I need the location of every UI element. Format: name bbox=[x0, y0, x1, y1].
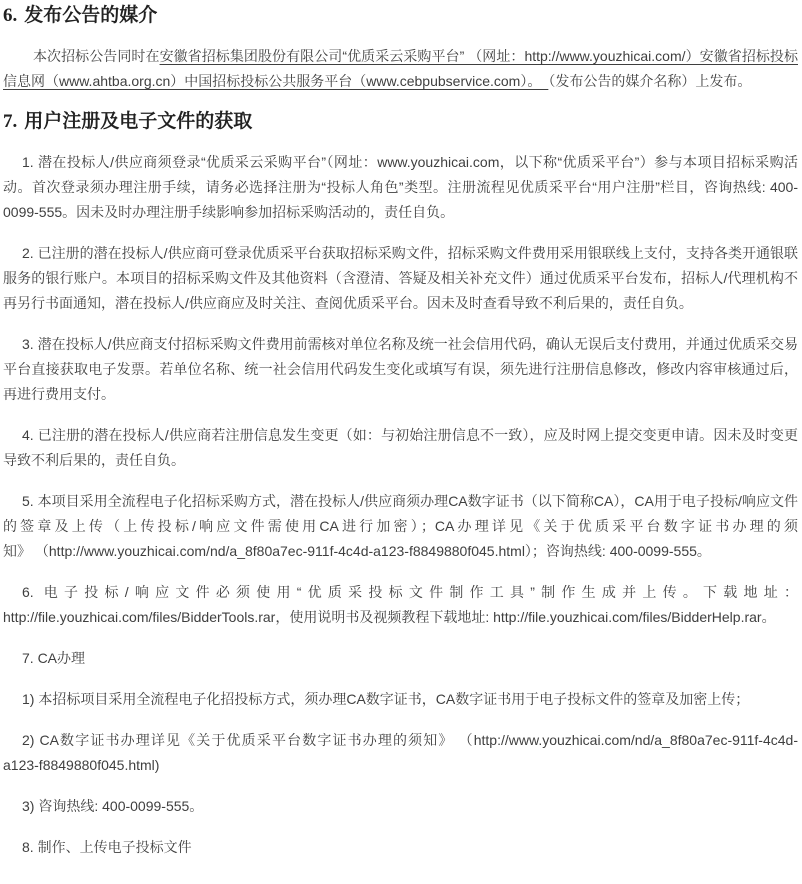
registration-paragraph-4: 4. 已注册的潜在投标人/供应商若注册信息发生变更（如：与初始注册信息不一致），应及时网上提交变更申请。因未及时变更导致不利后果的，责任自负。 bbox=[3, 427, 798, 468]
registration-paragraph-3: 3. 潜在投标人/供应商支付招标采购文件费用前需核对单位名称及统一社会信用代码，确认无误后支付费用，并通过优质采交易平台直接获取电子发票。若单位名称、统一社会信用代码发生变化或填写有误，须先进行注册信息修改，修改内容审核通过后，再进行费用支付。 bbox=[3, 336, 798, 402]
section-7-title: 用户注册及电子文件的获取 bbox=[24, 111, 253, 132]
media-outro-text: （发布公告的媒介名称）上发布。 bbox=[548, 73, 752, 89]
ca-item-2: 2) CA数字证书办理详见《关于优质采平台数字证书办理的须知》 （http://www.youzhicai.com/nd/a_8f80a7ec-911f-4c4d-a123-f8849880f045.html) bbox=[3, 732, 798, 773]
section-7-number: 7. bbox=[3, 111, 18, 132]
registration-paragraph-5: 5. 本项目采用全流程电子化招标采购方式，潜在投标人/供应商须办理CA数字证书（以下简称CA），CA用于电子投标/响应文件的签章及上传（上传投标/响应文件需使用CA进行加密）；CA办理详见《关于优质采平台数字证书办理的须知》 （http://www.youzhicai.com/nd/a_8f80a7ec-911f-4c4d-a123-f8849880f045.html）；咨询热线: 400-0099-555。 bbox=[3, 493, 798, 559]
section-8-line: 8. 制作、上传电子投标文件 bbox=[22, 839, 192, 855]
section-6-paragraph bbox=[3, 44, 798, 94]
section-6-heading bbox=[3, 4, 798, 28]
registration-paragraph-6: 6. 电子投标/响应文件必须使用“优质采投标文件制作工具”制作生成并上传。下载地址：http://file.youzhicai.com/files/BidderTools.rar，使用说明书及视频教程下载地址: http://file.youzhicai.com/files/BidderHelp.rar。 bbox=[3, 584, 798, 625]
ca-item-1: 1) 本招标项目采用全流程电子化招投标方式，须办理CA数字证书，CA数字证书用于电子投标文件的签章及加密上传； bbox=[22, 691, 750, 707]
ca-handling-subheading: 7. CA办理 bbox=[22, 650, 86, 666]
section-7-heading bbox=[3, 110, 798, 134]
registration-paragraph-2: 2. 已注册的潜在投标人/供应商可登录优质采平台获取招标采购文件，招标采购文件费用采用银联线上支付，支持各类开通银联服务的银行账户。本项目的招标采购文件及其他资料（含澄清、答疑及相关补充文件）通过优质采平台发布，招标人/代理机构不再另行书面通知，潜在投标人/供应商应及时关注、查阅优质采平台。因未及时查看导致不利后果的，责任自负。 bbox=[3, 245, 798, 311]
media-intro-text: 本次招标公告同时在 bbox=[33, 48, 160, 64]
media-platforms-underlined-text: 安徽省招标集团股份有限公司“优质采云采购平台” （网址：http://www.youzhicai.com/）安徽省招标投标信息网（www.ahtba.org.cn）中国招标投标公共服务平台（www.cebpubservice.com）。 bbox=[3, 48, 798, 89]
ca-item-3-hotline: 3) 咨询热线: 400-0099-555。 bbox=[22, 798, 204, 814]
section-6-number: 6. bbox=[3, 5, 18, 26]
registration-paragraph-1: 1. 潜在投标人/供应商须登录“优质采云采购平台”（网址：www.youzhicai.com，以下称“优质采平台”）参与本项目招标采购活动。首次登录须办理注册手续，请务必选择注册为“投标人角色”类型。注册流程见优质采平台“用户注册”栏目，咨询热线: 400-0099-555。因未及时办理注册手续影响参加招标采购活动的，责任自负。 bbox=[3, 154, 798, 220]
section-6-title: 发布公告的媒介 bbox=[24, 5, 158, 26]
